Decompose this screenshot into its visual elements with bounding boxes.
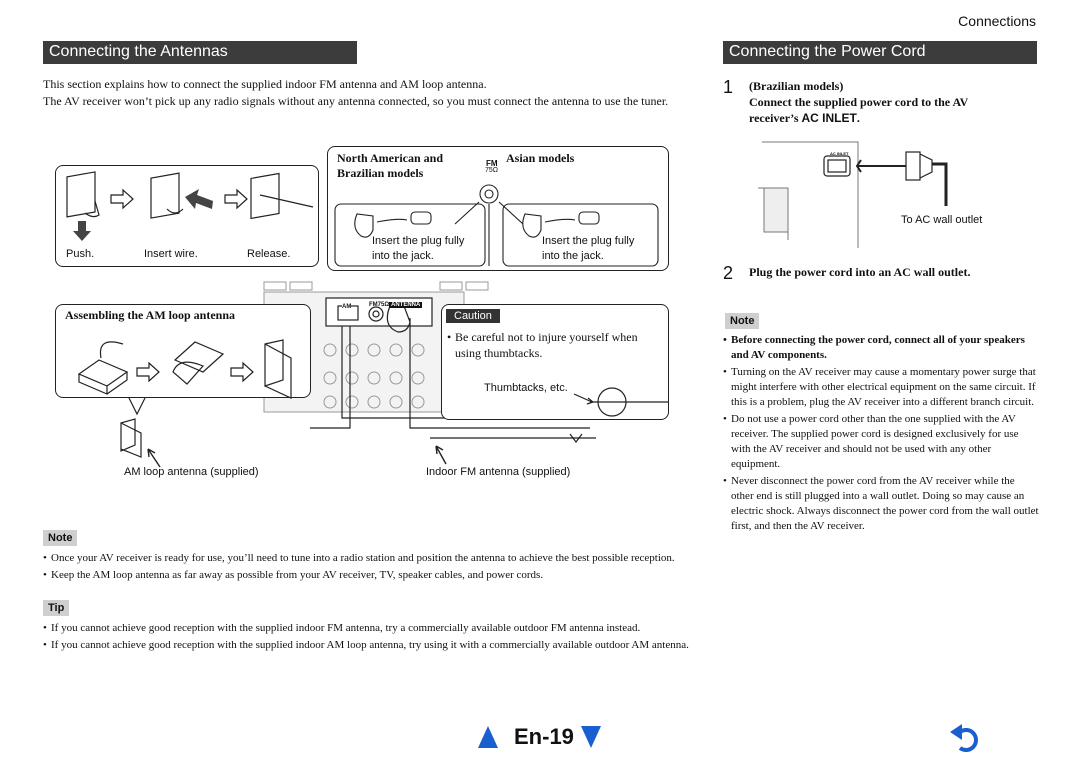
right-section-title: Connecting the Power Cord bbox=[723, 41, 1037, 64]
intro-paragraph-1: This section explains how to connect the supplied indoor FM antenna and AM loop antenna. bbox=[43, 77, 487, 91]
tip-item: • If you cannot achieve good reception with the supplied indoor FM antenna, try a commercially available outdoor FM antenna instead. bbox=[43, 621, 698, 636]
step-1-line-3 bbox=[749, 111, 860, 126]
left-note-tag: Note bbox=[43, 530, 77, 546]
left-notes-list bbox=[43, 551, 693, 585]
power-cord-illustration bbox=[758, 140, 968, 250]
plug-instruction-2a: Insert the plug fully bbox=[542, 235, 635, 247]
ac-inlet-label: AC INLET bbox=[801, 111, 857, 125]
plug-instruction-2b: into the jack. bbox=[542, 250, 604, 262]
fm-antenna-caption: Indoor FM antenna (supplied) bbox=[426, 466, 571, 478]
right-note-tag: Note bbox=[725, 313, 759, 329]
fm-jack-label: FM bbox=[486, 159, 498, 168]
na-models-title-2: Brazilian models bbox=[337, 166, 424, 180]
fm-pointer-arrow bbox=[432, 442, 452, 468]
panel-fm-label: FM75Ω bbox=[369, 302, 390, 308]
intro-paragraph-2: The AV receiver won’t pick up any radio signals without any antenna connected, so you must connect the antenna to use the tuner. bbox=[43, 94, 669, 108]
tip-tag: Tip bbox=[43, 600, 69, 616]
caution-text-2: using thumbtacks. bbox=[455, 346, 543, 360]
next-page-arrow-icon[interactable] bbox=[581, 726, 601, 748]
caution-text-1: Be careful not to injure yourself when bbox=[455, 330, 638, 344]
left-note-item: • Once your AV receiver is ready for use, you’ll need to tune into a radio station and position the antenna to achieve the best possible reception. bbox=[43, 551, 693, 566]
prev-page-arrow-icon[interactable] bbox=[478, 726, 498, 748]
panel-antenna-label: ANTENNA bbox=[391, 302, 421, 308]
step-2-text: Plug the power cord into an AC wall outlet. bbox=[749, 265, 971, 279]
right-note-item: • Turning on the AV receiver may cause a momentary power surge that might interfere with other electrical equipment on the same circuit. If this is a problem, plug the AV receiver into a different branch circuit. bbox=[723, 365, 1039, 410]
right-note-item: • Do not use a power cord other than the one supplied with the AV receiver. The supplied power cord is designed exclusively for use with the AV receiver and should not be used with any other equipment. bbox=[723, 412, 1039, 472]
step-1-number: 1 bbox=[723, 77, 734, 97]
tips-list bbox=[43, 621, 698, 655]
am-assembly-title: Assembling the AM loop antenna bbox=[65, 308, 236, 322]
right-notes-list bbox=[723, 333, 1039, 536]
step-1-line-3-suffix: . bbox=[856, 111, 860, 125]
right-note-item: • Before connecting the power cord, connect all of your speakers and AV components. bbox=[723, 333, 1039, 363]
plug-instruction-1b: into the jack. bbox=[372, 250, 434, 262]
fm-antenna-wire bbox=[430, 424, 600, 454]
am-antenna-caption: AM loop antenna (supplied) bbox=[124, 466, 259, 478]
caution-tag: Caution bbox=[446, 309, 500, 323]
right-note-item: • Never disconnect the power cord from the AV receiver while the other end is still plugged into a wall outlet. Doing so may cause an electric shock. Always disconnect the power cord from the wall outlet first, and then the AV receiver. bbox=[723, 474, 1039, 534]
thumbtacks-label: Thumbtacks, etc. bbox=[484, 382, 568, 394]
ac-outlet-caption: To AC wall outlet bbox=[901, 214, 983, 226]
insert-wire-label: Insert wire. bbox=[144, 248, 198, 260]
section-label: Connections bbox=[958, 13, 1036, 29]
step-1-line-3-prefix: receiver’s bbox=[749, 111, 802, 125]
step-1-line-1: (Brazilian models) bbox=[749, 79, 844, 93]
fm-ohm-label: 75Ω bbox=[485, 167, 499, 174]
plug-instruction-1a: Insert the plug fully bbox=[372, 235, 465, 247]
asian-models-title: Asian models bbox=[506, 151, 575, 165]
na-models-title-1: North American and bbox=[337, 151, 443, 165]
ac-inlet-panel-label: AC INLET bbox=[830, 151, 849, 156]
step-1-line-2: Connect the supplied power cord to the AV bbox=[749, 95, 969, 109]
page-number: En-19 bbox=[514, 724, 574, 749]
tip-item: • If you cannot achieve good reception with the supplied indoor AM loop antenna, try using it with a commercially available outdoor AM antenna. bbox=[43, 638, 698, 653]
release-label: Release. bbox=[247, 248, 291, 260]
caution-bullet: • bbox=[447, 330, 452, 344]
return-icon[interactable] bbox=[948, 722, 982, 752]
push-label: Push. bbox=[66, 248, 95, 260]
panel-am-label: AM bbox=[342, 304, 352, 310]
am-assembly-illustration bbox=[55, 304, 311, 434]
left-note-item: • Keep the AM loop antenna as far away as possible from your AV receiver, TV, speaker cables, and power cords. bbox=[43, 568, 693, 583]
left-section-title: Connecting the Antennas bbox=[43, 41, 357, 64]
step-2-number: 2 bbox=[723, 263, 734, 283]
